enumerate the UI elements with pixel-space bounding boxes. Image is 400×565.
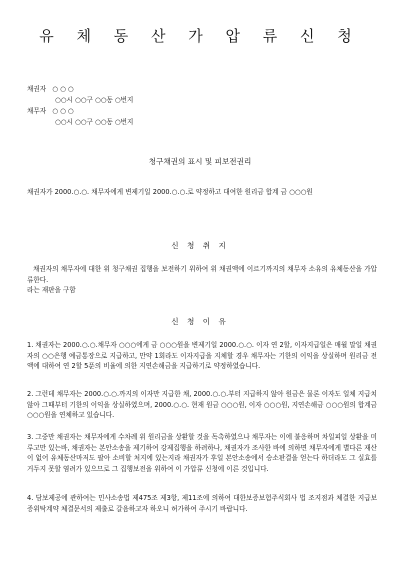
reason-item-2: 2. 그런데 채무자는 2000.○.○.까지의 이자만 지급한 채, 2000.○.○.부터 지급하지 않아 원금은 물론 이자도 일체 지급치 않아 그때부터 기한의 이익을 상실하였으며, 2000.○.○. 현재 원금 ○○○원, 이자 ○○○원, 지연손해금 ○○○원의 합계금 ○○○원을 연체하고 있습니다. (27, 390, 377, 419)
creditor-block (27, 84, 133, 106)
creditor-line (27, 84, 133, 95)
debtor-name: ○ ○ ○ (52, 107, 74, 115)
creditor-address: ○○시 ○○구 ○○동 ○번지 (55, 96, 134, 104)
creditor-label: 채권자 (27, 85, 47, 93)
purpose-heading: 신 청 취 지 (171, 241, 229, 250)
creditor-name: ○ ○ ○ (52, 85, 74, 93)
claim-text: 채권자가 2000.○.○. 채무자에게 변제기일 2000.○.○.로 약정하고 대여한 원리금 합계 금 ○○○원 (27, 188, 313, 196)
debtor-block (27, 106, 133, 128)
purpose-conclusion: 라는 재판을 구함 (27, 286, 76, 294)
reason-item-3: 3. 그중만 채권자는 채무자에게 수차례 위 원리금을 상환할 것을 독촉하였으나 채무자는 이에 불응하며 차일피일 상환을 미루고만 있는바, 채권자는 본안소송을 제기하여 강제집행을 하려하나, 채권자가 조사한 바에 의하면 채무자에게 별다른 재산이 없어 유체동산마저도 팔아 소비할 처지에 있는지라 채권자가 후일 본안소송에서 승소판결을 얻는다 하더라도 그 실효를 거두지 못할 염려가 있으므로 그 집행보전을 위하여 이 가압류 신청에 이른 것입니다. (27, 433, 377, 473)
claim-heading: 청구채권의 표시 및 피보전권리 (148, 157, 252, 166)
purpose-text: 채권자의 채무자에 대한 위 청구채권 집행을 보전하기 위하여 위 채권액에 이르기까지의 채무자 소유의 유체동산을 가압류한다. (27, 265, 377, 284)
reason-item-4: 4. 담보제공에 관하여는 민사소송법 제475조 제3항, 제11조에 의하여 대한보증보험주식회사 법 조지점과 체결한 지급보증위탁계약 체결문서의 제출로 갈음하고자 하오니 허가하여 주시기 바랍니다. (27, 494, 377, 513)
reason-heading: 신 청 이 유 (171, 317, 229, 326)
reason-item-1: 1. 채권자는 2000.○.○.채무자 ○○○에게 금 ○○○원을 변제기일 2000.○.○. 이자 연 2할, 이자지급일은 매월 말일 채권자의 ○○은행 예금통장으로 지급하고, 만약 1회라도 이자지급을 지체할 경우 채무자는 기한의 이익을 상실하며 원리금 전액에 대하여 연 2할 5푼의 비율에 의한 지연손해금을 지급하기로 약정하였습니다. (27, 341, 377, 370)
document-title: 유 체 동 산 가 압 류 신 청 (39, 27, 361, 45)
debtor-address: ○○시 ○○구 ○○동 ○번지 (55, 118, 134, 126)
purpose-block (27, 264, 377, 296)
debtor-line (27, 106, 133, 117)
debtor-label: 채무자 (27, 107, 47, 115)
